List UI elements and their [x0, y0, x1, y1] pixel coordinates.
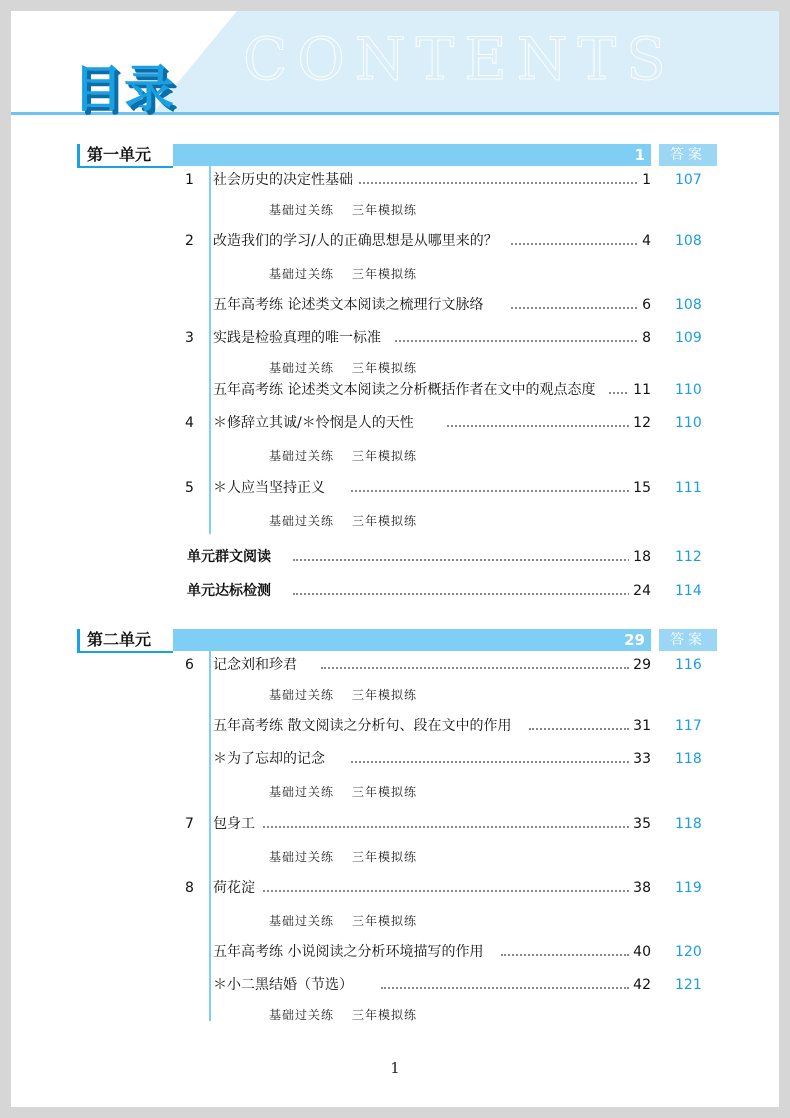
unit-1-page: 1 [634, 146, 645, 164]
lesson-number: 6 [185, 657, 194, 673]
entry-title: 记念刘和珍君 [213, 654, 301, 676]
unit-2-answer-tag: 答案 [659, 629, 717, 651]
leader-dots [351, 182, 645, 184]
practice-labels [269, 686, 417, 703]
basic-practice-label: 基础过关练 [269, 203, 335, 217]
entry-page: 42 [629, 974, 651, 996]
entry-page: 6 [638, 294, 651, 316]
lesson-number: 1 [185, 172, 194, 188]
entry-title: ＊小二黑结婚（节选） [213, 974, 357, 996]
footer-page-number: 1 [390, 1059, 400, 1077]
leader-dots [293, 593, 633, 595]
toc-entry[interactable] [11, 546, 779, 568]
entry-title: 社会历史的决定性基础 [213, 169, 357, 191]
basic-practice-label: 基础过关练 [269, 688, 335, 702]
entry-answer-page: 111 [675, 480, 702, 496]
toc-entry[interactable] [11, 748, 779, 770]
unit-2-label: 第二单元 [77, 629, 173, 653]
entry-answer-page: 108 [675, 297, 702, 313]
entry-answer-page: 110 [675, 415, 702, 431]
three-year-practice-label: 三年模拟练 [352, 850, 418, 864]
entry-title: 单元群文阅读 [187, 546, 275, 568]
entry-page: 38 [629, 877, 651, 899]
leader-dots [501, 954, 629, 956]
leader-dots [263, 890, 629, 892]
basic-practice-label: 基础过关练 [269, 267, 335, 281]
entry-page: 31 [629, 715, 651, 737]
toc-page [11, 11, 779, 1107]
toc-entry[interactable] [11, 379, 779, 401]
entry-page: 1 [638, 169, 651, 191]
leader-dots [263, 826, 629, 828]
entry-title: ＊为了忘却的记念 [213, 748, 329, 770]
entry-page: 4 [638, 230, 651, 252]
entry-answer-page: 119 [675, 880, 702, 896]
entry-answer-page: 114 [675, 583, 702, 599]
toc-entry[interactable] [11, 294, 779, 316]
lesson-number: 7 [185, 816, 194, 832]
lesson-number: 4 [185, 415, 194, 431]
practice-labels [269, 447, 417, 464]
leader-dots [351, 490, 633, 492]
lesson-number: 8 [185, 880, 194, 896]
entry-answer-page: 120 [675, 944, 702, 960]
leader-dots [381, 987, 629, 989]
entry-page: 24 [629, 580, 651, 602]
basic-practice-label: 基础过关练 [269, 1008, 335, 1022]
entry-title: 实践是检验真理的唯一标准 [213, 327, 385, 349]
entry-answer-page: 108 [675, 233, 702, 249]
basic-practice-label: 基础过关练 [269, 850, 335, 864]
leader-dots [447, 425, 633, 427]
page-title: 目录 [73, 60, 175, 118]
toc-entry[interactable] [11, 654, 779, 676]
basic-practice-label: 基础过关练 [269, 514, 335, 528]
unit-1-answer-tag: 答案 [659, 144, 717, 166]
entry-title: 五年高考练 论述类文本阅读之梳理行文脉络 [213, 294, 487, 316]
toc-entry[interactable] [11, 941, 779, 963]
lesson-number: 2 [185, 233, 194, 249]
toc-entry[interactable] [11, 327, 779, 349]
toc-entry[interactable] [11, 169, 779, 191]
toc-entry[interactable] [11, 412, 779, 434]
unit-2-guide-line [209, 651, 211, 1021]
three-year-practice-label: 三年模拟练 [352, 267, 418, 281]
entry-page: 18 [629, 546, 651, 568]
entry-page: 11 [629, 379, 651, 401]
entry-page: 35 [629, 813, 651, 835]
entry-answer-page: 107 [675, 172, 702, 188]
practice-labels [269, 783, 417, 800]
three-year-practice-label: 三年模拟练 [352, 361, 418, 375]
leader-dots [529, 728, 629, 730]
basic-practice-label: 基础过关练 [269, 361, 335, 375]
three-year-practice-label: 三年模拟练 [352, 914, 418, 928]
entry-title: ＊修辞立其诚/＊怜悯是人的天性 [213, 412, 418, 434]
toc-entry[interactable] [11, 230, 779, 252]
lesson-number: 5 [185, 480, 194, 496]
basic-practice-label: 基础过关练 [269, 449, 335, 463]
entry-page: 8 [638, 327, 651, 349]
practice-labels [269, 359, 417, 376]
entry-title: 改造我们的学习/人的正确思想是从哪里来的？ [213, 230, 502, 252]
entry-title: ＊人应当坚持正义 [213, 477, 329, 499]
entry-page: 33 [629, 748, 651, 770]
leader-dots [351, 761, 629, 763]
entry-answer-page: 118 [675, 816, 702, 832]
toc-entry[interactable] [11, 813, 779, 835]
toc-entry[interactable] [11, 715, 779, 737]
basic-practice-label: 基础过关练 [269, 785, 335, 799]
three-year-practice-label: 三年模拟练 [352, 449, 418, 463]
entry-answer-page: 118 [675, 751, 702, 767]
entry-title: 包身工 [213, 813, 259, 835]
practice-labels [269, 512, 417, 529]
leader-dots [511, 243, 645, 245]
leader-dots [293, 559, 633, 561]
header-english-title: CONTENTS [243, 25, 676, 93]
entry-title: 五年高考练 散文阅读之分析句、段在文中的作用 [213, 715, 515, 737]
entry-page: 29 [629, 654, 651, 676]
entry-answer-page: 117 [675, 718, 702, 734]
three-year-practice-label: 三年模拟练 [352, 514, 418, 528]
practice-labels [269, 265, 417, 282]
three-year-practice-label: 三年模拟练 [352, 203, 418, 217]
toc-entry[interactable] [11, 877, 779, 899]
lesson-number: 3 [185, 330, 194, 346]
entry-page: 15 [629, 477, 651, 499]
entry-answer-page: 109 [675, 330, 702, 346]
entry-title: 五年高考练 小说阅读之分析环境描写的作用 [213, 941, 487, 963]
practice-labels [269, 912, 417, 929]
entry-title: 五年高考练 论述类文本阅读之分析概括作者在文中的观点态度 [213, 379, 599, 401]
entry-page: 40 [629, 941, 651, 963]
leader-dots [511, 307, 645, 309]
leader-dots [321, 667, 629, 669]
unit-1-label: 第一单元 [77, 144, 173, 168]
three-year-practice-label: 三年模拟练 [352, 688, 418, 702]
three-year-practice-label: 三年模拟练 [352, 1008, 418, 1022]
practice-labels [269, 201, 417, 218]
entry-answer-page: 116 [675, 657, 702, 673]
toc-entry[interactable] [11, 580, 779, 602]
unit-1-bar [173, 144, 651, 166]
basic-practice-label: 基础过关练 [269, 914, 335, 928]
entry-answer-page: 121 [675, 977, 702, 993]
entry-title: 荷花淀 [213, 877, 259, 899]
practice-labels [269, 1006, 417, 1023]
unit-2-bar [173, 629, 651, 651]
entry-answer-page: 112 [675, 549, 702, 565]
practice-labels [269, 848, 417, 865]
three-year-practice-label: 三年模拟练 [352, 785, 418, 799]
toc-entry[interactable] [11, 974, 779, 996]
entry-title: 单元达标检测 [187, 580, 275, 602]
toc-entry[interactable] [11, 477, 779, 499]
unit-2-page: 29 [624, 631, 645, 649]
entry-page: 12 [629, 412, 651, 434]
entry-answer-page: 110 [675, 382, 702, 398]
leader-dots [395, 340, 645, 342]
